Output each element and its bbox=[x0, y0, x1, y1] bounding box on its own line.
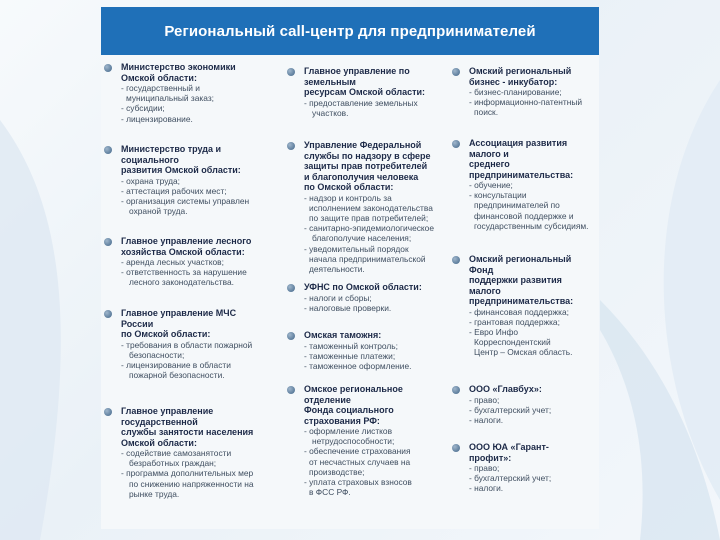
service-item: по снижению напряженности на bbox=[129, 478, 254, 489]
service-item: - налоги и сборы; bbox=[304, 292, 372, 303]
org-title: Омский региональный Фонд поддержки развития малого предпринимательства: bbox=[469, 254, 574, 306]
service-list bbox=[469, 395, 551, 426]
org-title: Главное управление по земельным ресурсам Омской области: bbox=[304, 66, 426, 97]
service-item: лесного законодательства. bbox=[129, 277, 234, 288]
service-list bbox=[304, 98, 425, 118]
service-item: - налоговые проверки. bbox=[304, 302, 392, 313]
bullet-icon bbox=[452, 256, 460, 264]
org-title: Главное управление государственной службы занятости населения Омской области: bbox=[121, 406, 254, 448]
service-item: по защите прав потребителей; bbox=[309, 212, 429, 223]
org-title: Омское региональное отделение Фонда социального страхования РФ: bbox=[304, 384, 403, 426]
org-title: Главное управление лесного хозяйства Омской области: bbox=[121, 236, 252, 257]
service-list bbox=[304, 341, 411, 372]
service-item: рынке труда. bbox=[129, 488, 180, 499]
org-entry bbox=[452, 66, 582, 118]
service-item: охраной труда. bbox=[129, 206, 188, 217]
org-title: Главное управление МЧС России по Омской области: bbox=[121, 308, 237, 339]
service-list bbox=[469, 180, 588, 231]
org-entry bbox=[104, 62, 236, 124]
service-list bbox=[121, 448, 254, 499]
org-entry bbox=[104, 144, 249, 216]
bullet-icon bbox=[452, 68, 460, 76]
service-list bbox=[469, 307, 573, 358]
org-entry bbox=[104, 406, 254, 499]
service-item: - субсидии; bbox=[121, 103, 165, 114]
service-item: - информационно-патентный bbox=[469, 97, 583, 108]
service-item: - государственный и bbox=[121, 83, 200, 93]
service-item: начала предпринимательской bbox=[309, 253, 426, 264]
service-item: - лицензирование. bbox=[121, 113, 193, 124]
service-item: - финансовая поддержка; bbox=[469, 306, 569, 317]
service-item: - оформление листков bbox=[304, 426, 393, 436]
service-item: - Евро Инфо bbox=[469, 326, 518, 337]
org-entry bbox=[452, 138, 588, 231]
org-entry bbox=[452, 384, 551, 425]
service-item: нетрудоспособности; bbox=[312, 436, 395, 447]
bullet-icon bbox=[287, 332, 295, 340]
bullet-icon bbox=[452, 140, 460, 148]
bullet-icon bbox=[287, 386, 295, 394]
service-item: финансовой поддержке и bbox=[474, 210, 574, 221]
service-list bbox=[304, 426, 412, 497]
service-list bbox=[469, 87, 582, 118]
org-title: ООО ЮА «Гарант- профит»: bbox=[469, 442, 549, 463]
org-entry bbox=[287, 330, 411, 371]
service-item: - программа дополнительных мер bbox=[121, 468, 254, 479]
service-item: Корреспондентский bbox=[474, 337, 551, 348]
org-title: Министерство труда и социального развития Омской области: bbox=[121, 144, 241, 175]
service-item: в ФСС РФ. bbox=[309, 487, 351, 498]
service-list bbox=[121, 340, 252, 381]
service-list bbox=[304, 293, 422, 313]
org-title: Ассоциация развития малого и среднего предпринимательства: bbox=[469, 138, 574, 180]
service-item: - уплата страховых взносов bbox=[304, 477, 412, 488]
service-item: - таможенное оформление. bbox=[304, 360, 412, 371]
org-entry bbox=[287, 282, 422, 313]
org-entry bbox=[452, 254, 573, 358]
service-item: от несчастных случаев на bbox=[309, 456, 411, 467]
service-item: - уведомительный порядок bbox=[304, 243, 409, 254]
bullet-icon bbox=[452, 444, 460, 452]
bullet-icon bbox=[104, 310, 112, 318]
service-item: - бухгалтерский учет; bbox=[469, 473, 552, 484]
service-list bbox=[121, 83, 236, 124]
service-item: - право; bbox=[469, 463, 500, 473]
service-item: - организация системы управлен bbox=[121, 195, 250, 206]
service-item: поиск. bbox=[474, 107, 499, 118]
service-item: благополучие населения; bbox=[312, 233, 412, 244]
org-title: УФНС по Омской области: bbox=[304, 282, 422, 292]
service-item: безопасности; bbox=[129, 349, 185, 360]
service-item: Центр – Омская область. bbox=[474, 347, 573, 358]
service-item: - аттестация рабочих мест; bbox=[121, 185, 227, 196]
org-entry bbox=[104, 236, 251, 288]
org-title: Министерство экономики Омской области: bbox=[121, 62, 236, 83]
org-entry bbox=[104, 308, 252, 380]
service-item: - налоги. bbox=[469, 483, 504, 494]
bullet-icon bbox=[287, 68, 295, 76]
service-item: - санитарно-эпидемиологическое bbox=[304, 223, 434, 234]
service-list bbox=[304, 193, 434, 275]
service-item: - лицензирование в области bbox=[121, 359, 231, 370]
service-item: - предоставление земельных bbox=[304, 97, 418, 108]
service-item: - обучение; bbox=[469, 180, 513, 190]
service-item: - налоги. bbox=[469, 414, 504, 425]
org-title: Омский региональный бизнес - инкубатор: bbox=[469, 66, 572, 87]
service-item: - право; bbox=[469, 394, 500, 405]
service-item: - обеспечение страхования bbox=[304, 446, 411, 457]
bullet-icon bbox=[104, 408, 112, 416]
org-title: Омская таможня: bbox=[304, 330, 382, 340]
service-list bbox=[121, 176, 249, 217]
bullet-icon bbox=[104, 146, 112, 154]
bullet-icon bbox=[104, 238, 112, 246]
service-item: - таможенные платежи; bbox=[304, 350, 396, 361]
service-item: - аренда лесных участков; bbox=[121, 257, 224, 267]
service-item: - надзор и контроль за bbox=[304, 192, 392, 203]
service-item: пожарной безопасности. bbox=[129, 370, 225, 381]
org-entry bbox=[287, 384, 412, 497]
service-item: - требования в области пожарной bbox=[121, 339, 253, 350]
service-item: - таможенный контроль; bbox=[304, 340, 398, 351]
service-item: предпринимателей по bbox=[474, 200, 560, 211]
service-item: деятельности. bbox=[309, 263, 365, 274]
service-item: муниципальный заказ; bbox=[126, 93, 214, 104]
service-list bbox=[121, 257, 251, 288]
service-item: исполнением законодательства bbox=[309, 202, 433, 213]
bullet-icon bbox=[104, 64, 112, 72]
org-title: Управление Федеральной службы по надзору в сфере защиты прав потребителей и благополучия человека по Омской области: bbox=[304, 140, 431, 192]
bullet-icon bbox=[287, 142, 295, 150]
bullet-icon bbox=[287, 284, 295, 292]
service-item: - содействие самозанятости bbox=[121, 448, 232, 458]
service-item: безработных граждан; bbox=[129, 458, 217, 469]
service-item: - консультации bbox=[469, 190, 527, 201]
org-entry bbox=[452, 442, 551, 494]
service-list bbox=[469, 463, 551, 494]
service-item: - бухгалтерский учет; bbox=[469, 404, 552, 415]
org-entry bbox=[287, 66, 425, 118]
service-item: - бизнес-планирование; bbox=[469, 87, 562, 97]
service-item: - охрана труда; bbox=[121, 175, 180, 186]
org-entry bbox=[287, 140, 434, 274]
service-item: - грантовая поддержка; bbox=[469, 316, 560, 327]
org-title: ООО «Главбух»: bbox=[469, 384, 542, 394]
bullet-icon bbox=[452, 386, 460, 394]
service-item: государственным субсидиям. bbox=[474, 220, 589, 231]
page-title: Региональный call-центр для предпринимателей bbox=[101, 7, 599, 55]
service-item: производстве; bbox=[309, 466, 365, 477]
service-item: участков. bbox=[312, 107, 349, 118]
service-item: - ответственность за нарушение bbox=[121, 267, 247, 278]
